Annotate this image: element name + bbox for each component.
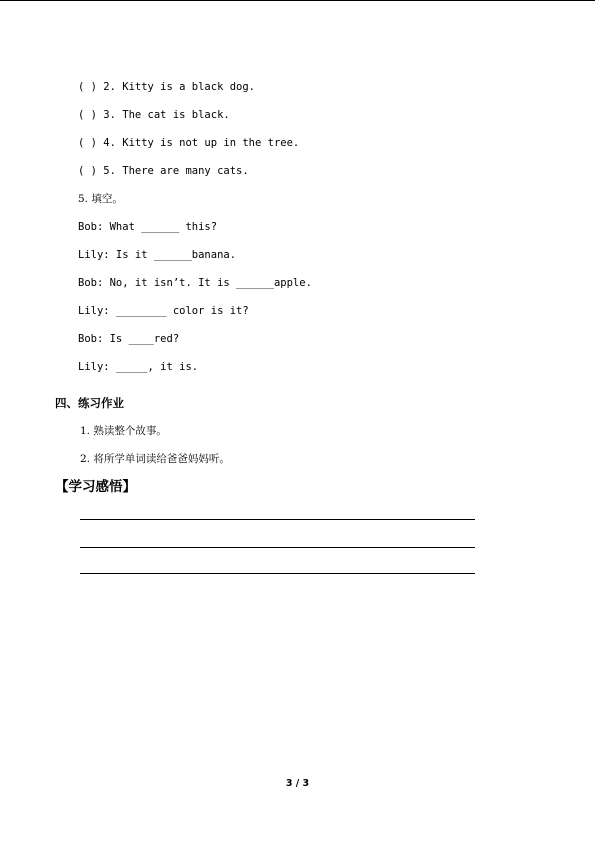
header-rule bbox=[0, 0, 595, 1]
dialogue-line-6: Lily: _____, it is. bbox=[78, 361, 199, 373]
dialogue-line-1: Bob: What ______ this? bbox=[78, 221, 218, 233]
writing-line-3 bbox=[80, 573, 475, 574]
homework-item-2: 2. 将所学单词读给爸爸妈妈听。 bbox=[80, 453, 230, 465]
reflection-heading: 【学习感悟】 bbox=[55, 479, 136, 495]
exercise-line-3: ( ) 3. The cat is black. bbox=[78, 109, 230, 121]
fill-in-title: 5. 填空。 bbox=[78, 193, 123, 205]
exercise-line-5: ( ) 5. There are many cats. bbox=[78, 165, 249, 177]
writing-line-1 bbox=[80, 519, 475, 520]
homework-item-1: 1. 熟读整个故事。 bbox=[80, 425, 167, 437]
exercise-line-2: ( ) 2. Kitty is a black dog. bbox=[78, 81, 256, 93]
page-number: 3 / 3 bbox=[285, 778, 310, 789]
dialogue-line-4: Lily: ________ color is it? bbox=[78, 305, 249, 317]
writing-line-2 bbox=[80, 547, 475, 548]
dialogue-line-3: Bob: No, it isn’t. It is ______apple. bbox=[78, 277, 312, 289]
dialogue-line-2: Lily: Is it ______banana. bbox=[78, 249, 237, 261]
dialogue-line-5: Bob: Is ____red? bbox=[78, 333, 180, 345]
homework-heading: 四、练习作业 bbox=[55, 396, 124, 410]
exercise-line-4: ( ) 4. Kitty is not up in the tree. bbox=[78, 137, 300, 149]
